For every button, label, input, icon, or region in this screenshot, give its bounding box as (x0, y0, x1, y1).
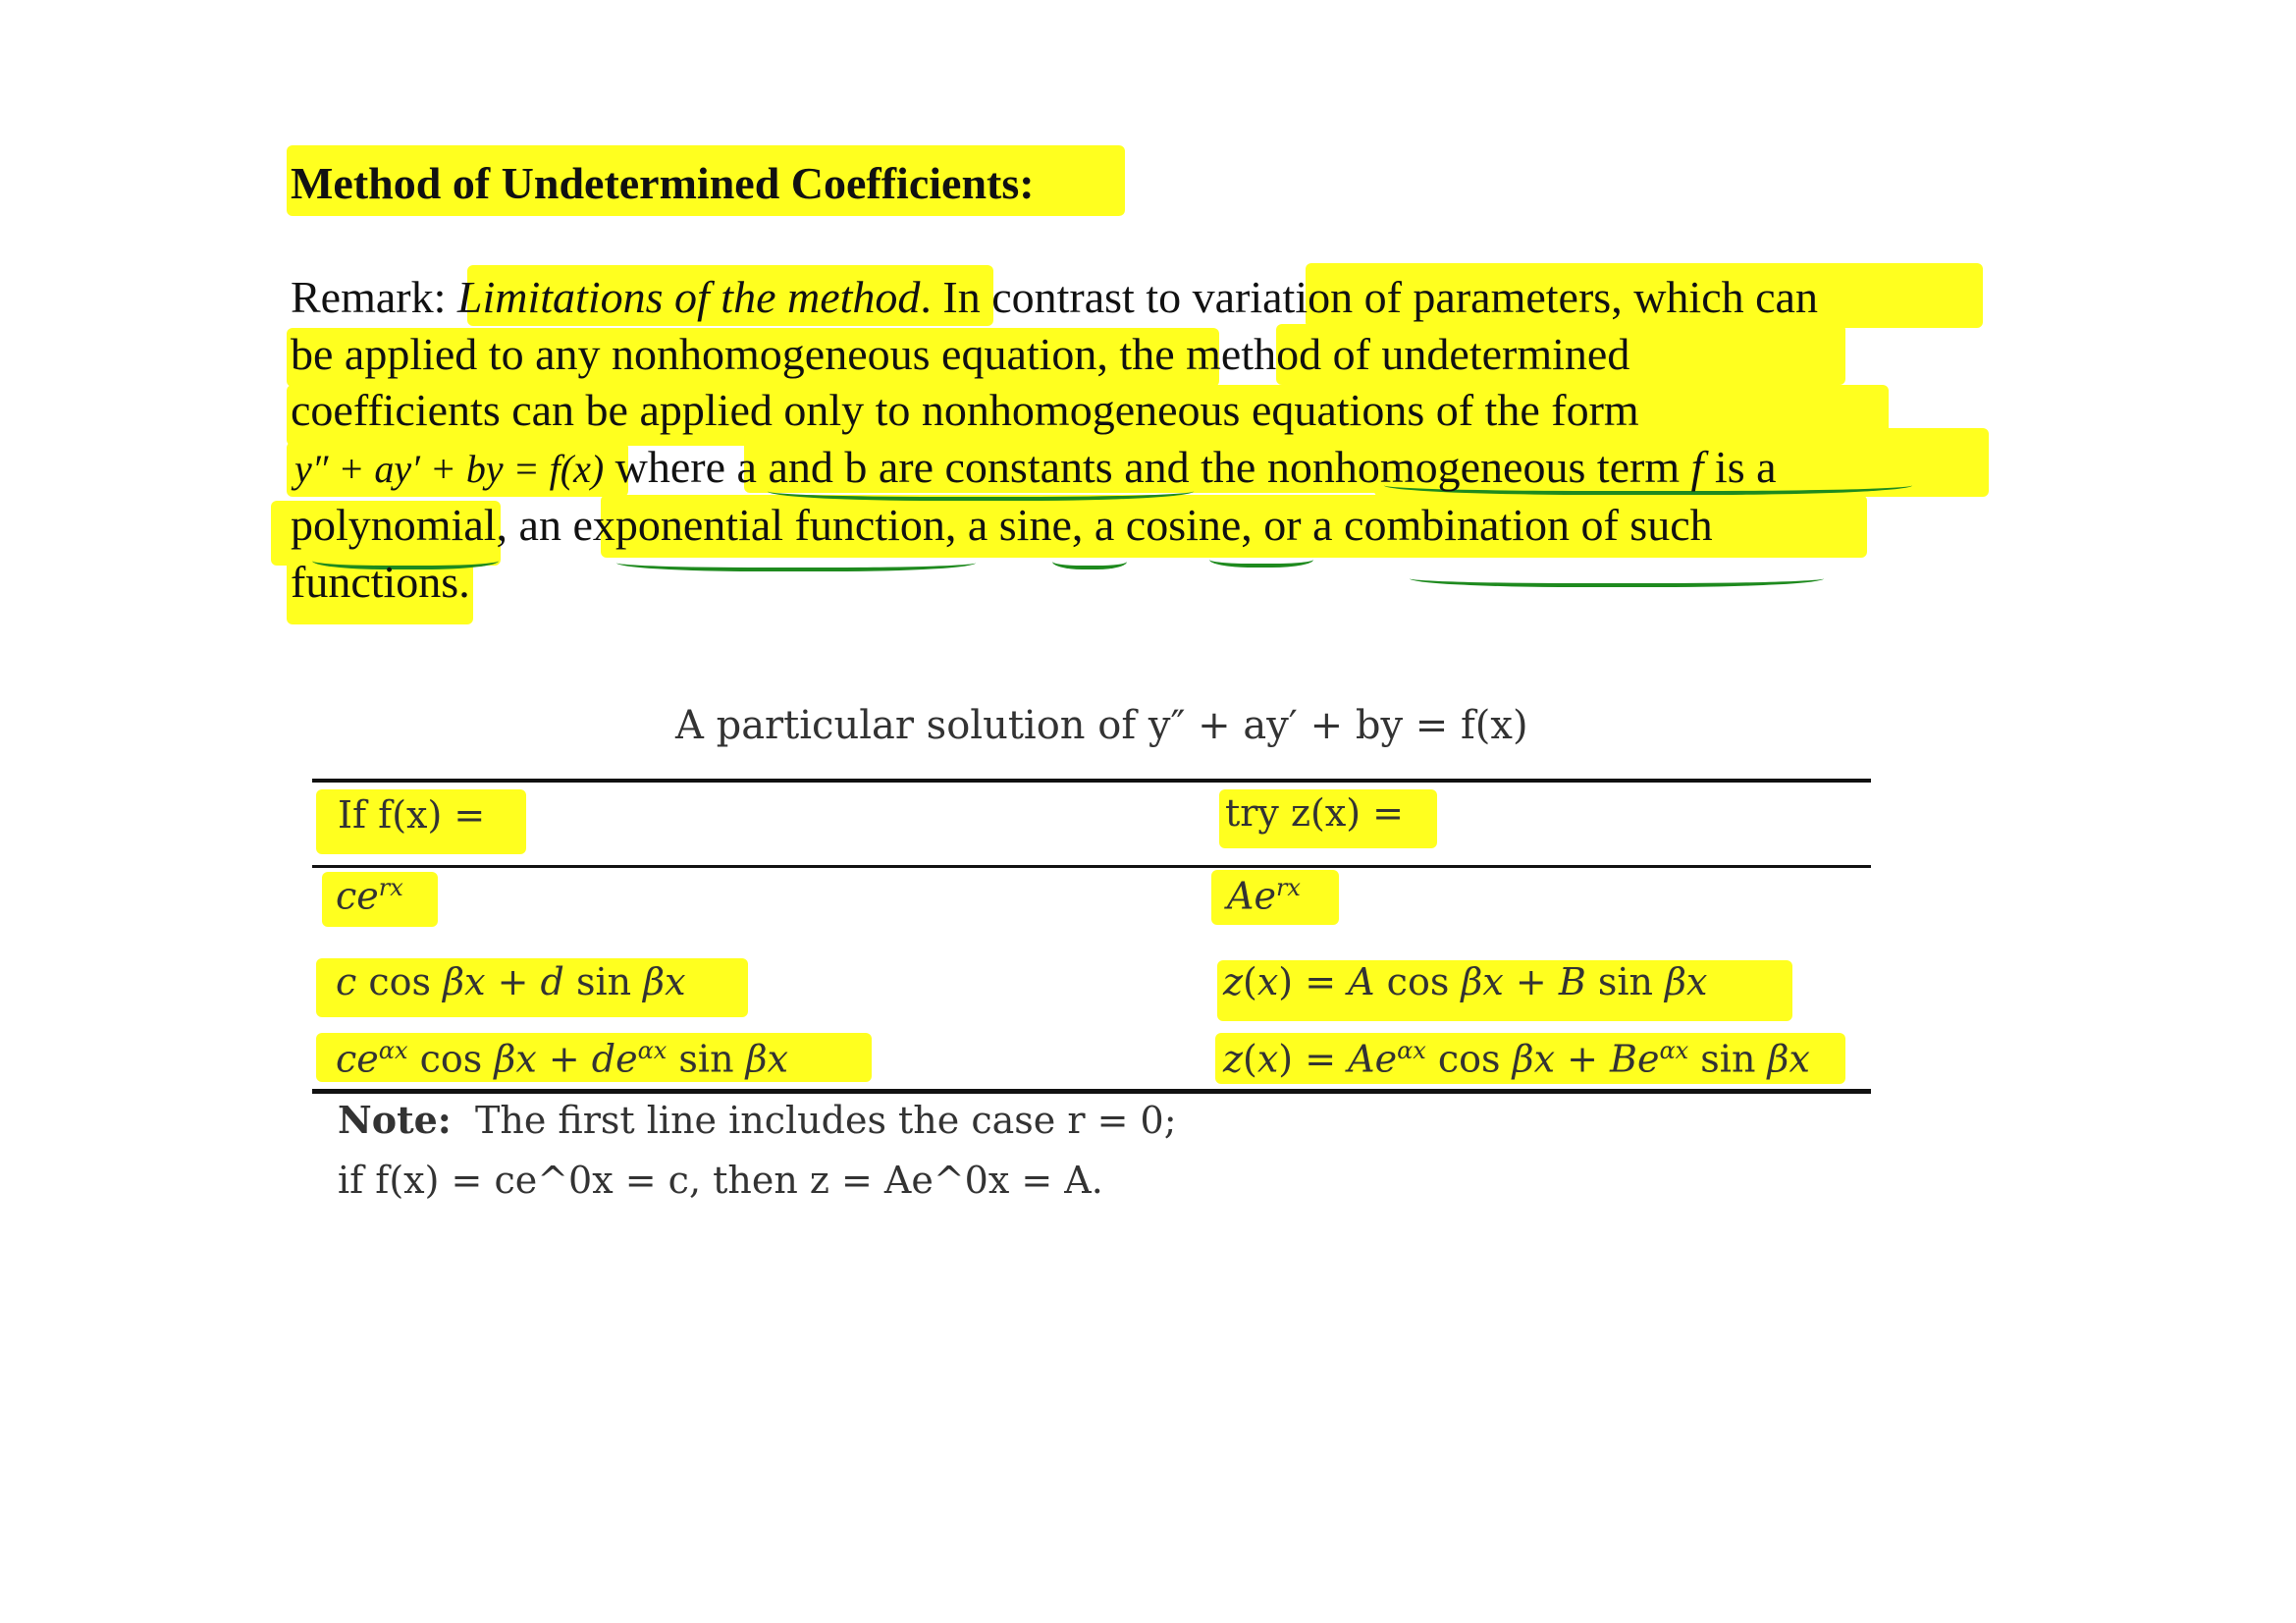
remark-line4-a: where a and b are constants and the nonhomogeneous term (604, 442, 1691, 492)
underline-cosine (1209, 548, 1313, 568)
table-caption: A particular solution of y″ + ay′ + by = f(x) (675, 703, 1528, 748)
remark-line-6: functions. (291, 557, 470, 607)
table-bottom-rule (312, 1089, 1871, 1094)
table-header-rule (312, 865, 1871, 868)
note-label: Note: (338, 1098, 452, 1142)
remark-line-2: be applied to any nonhomogeneous equation, the method of undetermined (291, 329, 1630, 379)
underline-sine (1052, 550, 1127, 569)
table-row1-right: $Ae^{rx}$ (1227, 874, 1301, 918)
page-title: Method of Undetermined Coefficients: (291, 158, 1035, 208)
remark-line-5: polynomial, an exponential function, a sine, a cosine, or a combination of such (291, 500, 1713, 550)
remark-line-1 (291, 271, 1818, 323)
remark-line4-f: f (1690, 442, 1704, 492)
ode-equation: y″ + ay′ + by = f(x) (294, 447, 605, 491)
table-row3-left: $ce^{\alpha x}$ $\cos \beta x + de^{\alpha x}$ sin βx (336, 1037, 789, 1081)
table-note-line-2: if f(x) = ce^0x = c, then z = Ae^0x = A. (338, 1159, 1103, 1202)
table-row3-right: $z(x) = Ae^{\alpha x}$ $\cos \beta x + Be^{\alpha x}$ sin βx (1223, 1037, 1810, 1081)
table-note-line-1 (338, 1098, 1177, 1142)
remark-label: Remark: (291, 272, 457, 322)
table-row1-left: $ce^{rx}$ (336, 874, 403, 918)
table-top-rule (312, 779, 1871, 783)
table-header-right: try z(x) = (1225, 791, 1405, 835)
underline-combination (1410, 566, 1824, 587)
table-row2-right: z(x) = A cos βx + B sin βx (1223, 960, 1708, 1003)
remark-line4-b: is a (1703, 442, 1777, 492)
table-row2-left: c cos βx + d sin βx (336, 960, 686, 1003)
remark-emphasis: Limitations of the method (456, 272, 921, 322)
remark-line-4 (294, 441, 1777, 493)
remark-line-3: coefficients can be applied only to nonhomogeneous equations of the form (291, 385, 1639, 435)
table-header-left: If f(x) = (338, 793, 486, 837)
underline-exponential (616, 550, 976, 571)
remark-line1-rest: . In contrast to variation of parameters, which can (920, 272, 1818, 322)
note-line1: The first line includes the case r = 0; (475, 1099, 1177, 1142)
